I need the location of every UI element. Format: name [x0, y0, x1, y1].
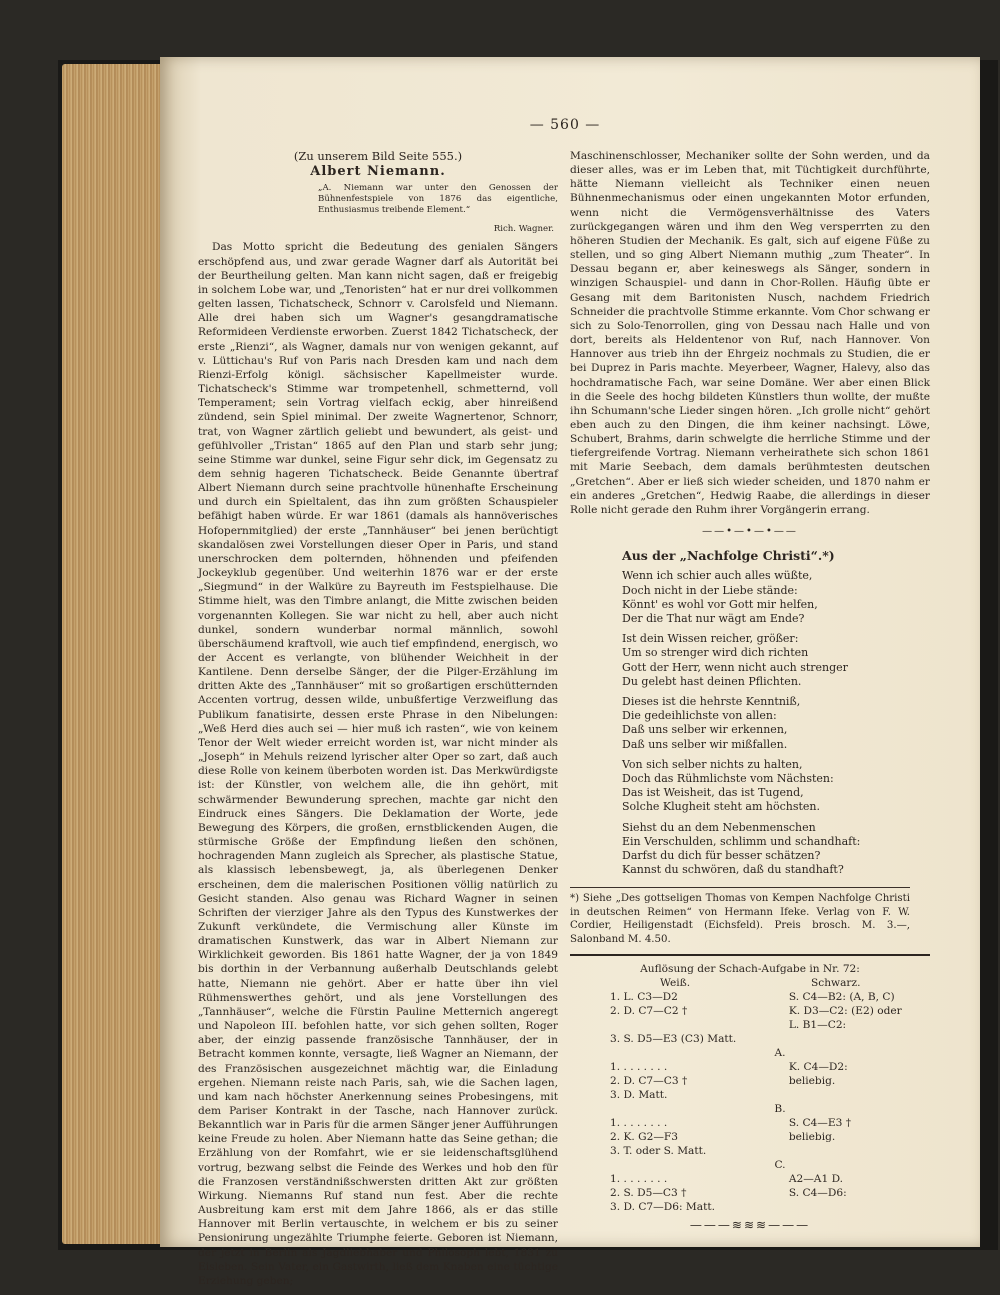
black-move: S. C4—B2: (A, B, C) — [788, 991, 895, 1004]
variant-c-label: C. — [774, 1159, 786, 1172]
divider-ornament: ——•—•—•—— — [702, 526, 798, 538]
black-move — [789, 1144, 930, 1158]
chess-move-row — [570, 1200, 930, 1214]
poem-line: Darfst du dich für besser schätzen? — [622, 849, 821, 863]
article-title: Albert Niemann. — [310, 164, 446, 180]
header-black: Schwarz. — [811, 977, 861, 990]
variant-b-label: B. — [774, 1103, 786, 1116]
chess-title: Auflösung der Schach-Aufgabe in Nr. 72: — [640, 963, 860, 976]
poem-line: Ein Verschulden, schlimm und schandhaft: — [622, 834, 861, 848]
white-move: 1. . . . . . . . — [610, 1173, 668, 1186]
header-white: Weiß. — [660, 977, 691, 990]
poem-line: Der die That nur wägt am Ende? — [622, 611, 805, 625]
black-move: S. C4—E3 † — [788, 1117, 852, 1130]
black-move: beliebig. — [788, 1075, 836, 1088]
chess-move-row — [570, 1032, 930, 1046]
black-move: S. C4—D6: — [788, 1187, 847, 1200]
end-ornament: ———≋≋≋——— — [689, 1218, 811, 1233]
black-move: K. C4—D2: — [788, 1061, 848, 1074]
white-move: 2. D. C7—C2 † — [610, 1005, 688, 1018]
white-move: 3. D. Matt. — [610, 1089, 668, 1102]
chess-move-row — [570, 1186, 930, 1200]
poem-line: Gott der Herr, wenn nicht auch strenger — [622, 660, 848, 674]
poem-line: Wenn ich schier auch alles wüßte, — [622, 569, 813, 583]
poem — [570, 569, 930, 877]
poem-line: Siehst du an dem Nebenmenschen — [622, 820, 816, 834]
white-move: 1. L. C3—D2 — [610, 991, 678, 1004]
chess-move-row — [570, 1074, 930, 1088]
chess-variant-b — [570, 1116, 930, 1158]
poem-line: Daß uns selber wir erkennen, — [622, 723, 788, 737]
poem-line: Doch das Rühmlichste vom Nächsten: — [622, 772, 834, 786]
motto: „A. Niemann war unter den Genossen der Bühnenfestspiele von 1876 das eigentliche, Enthusiasmus treibende Element.“ — [318, 183, 558, 216]
chess-solution — [570, 962, 930, 1232]
white-move — [570, 1018, 789, 1032]
chess-variant-a — [570, 1060, 930, 1102]
black-move — [789, 1088, 930, 1102]
chess-move-row — [570, 1116, 930, 1130]
right-column — [570, 149, 930, 1232]
article-continuation: Maschinenschlosser, Mechaniker sollte der Sohn werden, und da dieser alles, was er im Leben that, mit Tüchtigkeit durchführte, hätte Niemann vielleicht als Techniker einen neuen Bühnenmechanismus oder einen ungekannten Motor erfunden, wenn nicht die Vermögensverhältnisse des Vaters zurückgegangen wären und ihm den Weg versperrten zu den höheren Studien der Mechanik. Es galt, sich auf eigene Füße zu stellen, und so ging Albert Niemann muthig „zum Theater“. In Dessau begann er, aber keineswegs als Sänger, sondern in winzigen Schauspiel- und dann in Chor-Rollen. Häufig übte er Gesang mit dem Baritonisten Nusch, nachdem Friedrich Schneider die prachtvolle Stimme erkannte. Vom Chor schwang er sich zu Solo-Tenorrollen, ging von Dessau nach Halle und von dort, bereits als Heldentenor von Ruf, nach Hannover. Von Hannover aus trieb ihn der Ehrgeiz nochmals zu Studien, die er bei Duprez in Paris machte. Meyerbeer, Wagner, Halevy, also das hochdramatische Fach, war seine Domäne. Wer aber einen Blick in die Seele des hochg bildeten Künstlers thun wollte, der mußte ihn Schumann'sche Lieder singen hören. „Ich grolle nicht“ gehört eben auch zu den Dingen, die ihm keiner nachsingt. Löwe, Schubert, Brahms, darin schwelgte die herrliche Stimme und der tiefergreifende Vortrag. Niemann verheirathete sich schon 1861 mit Marie Seebach, dem damals berühmtesten deutschen „Gretchen“. Aber er ließ sich wieder scheiden, und 1870 nahm er ein anderes „Gretchen“, Hedwig Raabe, die allerdings in dieser Rolle nicht gerade den Ruhm ihrer Vorgängerin errang. — [570, 150, 930, 516]
article-paragraph: Das Motto spricht die Bedeutung des genialen Sängers erschöpfend aus, und zwar gerade Wagner darf als Autorität bei der Beurtheilung gelten. Man kann nicht sagen, daß er freigebig in solchem Lobe war, und „Tenoristen“ hat er nur drei vollkommen gelten lassen, Tichatscheck, Schnorr v. Carolsfeld und Niemann. Alle drei haben sich um Wagner's gesangdramatische Reformideen Verdienste erworben. Zuerst 1842 Tichatscheck, der erste „Rienzi“, als Wagner, damals nur von wenigen gekannt, auf v. Lüttichau's Ruf von Paris nach Dresden kam und nach dem Rienzi-Erfolg königl. sächsischer Kapellmeister wurde. Tichatscheck's Stimme war trompetenhell, schmetternd, voll Temperament; sein Vortrag vielfach eckig, aber hinreißend zündend, sein Spiel minimal. Der zweite Wagnertenor, Schnorr, trat, von Wagner zärtlich geliebt und bewundert, als geist- und gefühlvoller „Tristan“ 1865 auf den Plan und starb sehr jung; seine Stimme war dunkel, seine Figur sehr dick, im Gegensatz zu dem sehnig hageren Tichatscheck. Beide Genannte übertraf Albert Niemann durch seine prachtvolle hünenhafte Erscheinung und durch ein Spieltalent, das ihn zum größten Schauspieler befähigt haben würde. Er war 1861 (damals als hannöverisches Hofopernmitglied) der erste „Tannhäuser“ bei jenen berüchtigt skandalösen zwei Vorstellungen dieser Oper in Paris, und stand unerschrocken dem polternden, höhnenden und pfeifenden Jockeyklub gegenüber. Und weiterhin 1876 war er der erste „Siegmund“ in der Walküre zu Bayreuth im Festspielhause. Die Stimme hielt, was den Timbre anlangt, die Mitte zwischen beiden vorgenannten Kollegen. Sie war nicht zu hell, aber auch nicht dunkel, sondern wunderbar normal männlich, sowohl überschäumend kraftvoll, wie auch tief empfindend, energisch, wo der Accent es verlangte, von blühender Weichheit in der Kantilene. Denn derselbe Sänger, der die Pilger-Erzählung im dritten Akte des „Tannhäuser“ mit so großartigen erschütternden Accenten vortrug, dessen wilde, unbußfertige Verzweiflung das Publikum fanatisirte, dessen erste Phrase in den Nibelungen: „Weß Herd dies auch sei — hier muß ich rasten“, wie von keinem Tenor der Welt wieder erreicht worden ist, war nicht minder als „Joseph“ in Mehuls reizend lyrischer alter Oper so zart, daß auch diese Rolle von keinem überboten worden ist. Das Merkwürdigste ist: der Künstler, von welchem alle, die ihn gehört, mit schwärmender Bewunderung sprechen, machte gar nicht den Eindruck eines Sängers. Die Deklamation der Worte, jede Bewegung des Körpers, die großen, ernstblickenden Augen, die stürmische Größe der Empfindung ließen den schönen, hochragenden Mann zugleich als Sprecher, als plastische Statue, als klassisch lebensbewegt, ja, als überlegenen Denker erscheinen, dem die malerischen Positionen völlig natürlich zu Gesicht standen. Also genau was Richard Wagner in seinen Schriften der vierziger Jahre als den Typus des Kunstwerkes der Zukunft verkündete, die Vermischung aller Künste im dramatischen Kunstwerk, das war in Albert Niemann zur Wirklichkeit geworden. Bis 1861 hatte Wagner, der ja von 1849 bis dorthin in der Verbannung außerhalb Deutschlands gelebt hatte, Niemann nie gehört. Aber er hatte über ihn viel Rühmenswerthes gehört, und als jene Vorstellungen des „Tannhäuser“, welche die Fürstin Pauline Metternich angeregt und Napoleon III. befohlen hatte, vor sich gehen sollten, Roger aber, der einzig passende französische Tannhäuser, der in Betracht kommen konnte, versagte, ließ Wagner an Niemann, der des Französischen ausgezeichnet mächtig war, die Einladung ergehen. Niemann reiste nach Paris, sah, wie die Sachen lagen, und kam nach höchster Anerkennung seines Probesingens, mit dem Pariser Kontrakt in der Tasche, nach Hannover zurück. Bekanntlich war in Paris für die armen Sänger jener Aufführungen keine Freude zu holen. Aber Niemann hatte das Seine gethan; die Erzählung von der Romfahrt, wie er sie leidenschaftsglühend vortrug, bezwang selbst die Feinde des Werkes und hob den für die Franzosen verständnißschwersten dritten Akt zur größten Wirkung. Niemanns Ruf stand nun fest. Aber die rechte Ausbreitung kam erst mit dem Jahre 1866, als er das stille Hannover mit Berlin vertauschte, in welchem er bis zu seiner Pensionirung ungezählte Triumphe feierte. Geboren ist Niemann, der jetzt in Berlin als Jagdliebhaber und Philosoph lebt, 1831 zu Eisleben. Sein Vater, ein Gastwirth, ließ dem Knaben eine tüchtige Erziehung geben; — [198, 241, 558, 1287]
poem-line: Die gedeihlichste von allen: — [622, 709, 777, 723]
white-move: 2. D. C7—C3 † — [610, 1075, 688, 1088]
black-move: K. D3—C2: (E2) oder — [788, 1005, 902, 1018]
chess-main-line — [570, 990, 930, 1046]
white-move: 3. S. D5—E3 (C3) Matt. — [610, 1033, 737, 1046]
chess-move-row — [570, 1144, 930, 1158]
poem-line: Könnt' es wohl vor Gott mir helfen, — [622, 597, 818, 611]
poem-stanza — [622, 569, 930, 626]
book-page — [160, 57, 980, 1287]
white-move: 3. D. C7—D6: Matt. — [610, 1201, 715, 1214]
poem-line: Dieses ist die hehrste Kenntniß, — [622, 695, 801, 708]
white-move: 2. S. D5—C3 † — [610, 1187, 687, 1200]
black-move — [789, 1200, 930, 1214]
white-move: 1. . . . . . . . — [610, 1061, 668, 1074]
poem-title: Aus der „Nachfolge Christi“.*) — [622, 548, 835, 564]
chess-variant-c — [570, 1172, 930, 1214]
chess-move-row — [570, 1088, 930, 1102]
poem-line: Daß uns selber wir mißfallen. — [622, 737, 788, 751]
poem-stanza — [622, 758, 930, 815]
poem-line: Kannst du schwören, daß du standhaft? — [622, 863, 844, 877]
poem-line: Du gelebt hast deinen Pflichten. — [622, 674, 802, 688]
poem-line: Um so strenger wird dich richten — [622, 646, 809, 660]
page-edges — [62, 64, 170, 1244]
chess-header — [570, 976, 930, 990]
section-rule — [570, 954, 930, 956]
black-move — [789, 1032, 930, 1046]
page-number: — 560 — — [529, 117, 601, 133]
chess-move-row — [570, 1172, 930, 1186]
poem-line: Ist dein Wissen reicher, größer: — [622, 632, 799, 646]
white-move: 3. T. oder S. Matt. — [610, 1145, 707, 1158]
black-move: L. B1—C2: — [788, 1019, 847, 1032]
variant-a-label: A. — [774, 1047, 786, 1060]
white-move: 2. K. G2—F3 — [610, 1131, 679, 1144]
white-move: 1. . . . . . . . — [610, 1117, 668, 1130]
poem-line: Solche Klugheit steht am höchsten. — [622, 800, 820, 814]
chess-move-row — [570, 1060, 930, 1074]
black-move: A2—A1 D. — [788, 1173, 844, 1186]
poem-line: Von sich selber nichts zu halten, — [622, 757, 803, 771]
motto-author: Rich. Wagner. — [493, 224, 554, 235]
poem-line: Das ist Weisheit, das ist Tugend, — [622, 786, 804, 800]
chess-move-row — [570, 1130, 930, 1144]
left-column — [198, 149, 558, 1288]
poem-stanza — [622, 632, 930, 689]
chess-move-row — [570, 1004, 930, 1018]
poem-line: Doch nicht in der Liebe stände: — [622, 583, 798, 597]
chess-move-row — [570, 1018, 930, 1032]
chess-move-row — [570, 990, 930, 1004]
black-move: beliebig. — [788, 1131, 836, 1144]
poem-stanza — [622, 821, 930, 878]
footnote: *) Siehe „Des gottseligen Thomas von Kempen Nachfolge Christi in deutschen Reimen“ von Hermann Ifeke. Verlag von F. W. Cordier, Heiligenstadt (Eichsfeld). Preis brosch. M. 3.—, Salonband M. 4.50. — [570, 887, 910, 946]
poem-stanza — [622, 695, 930, 752]
picture-caption: (Zu unserem Bild Seite 555.) — [293, 149, 463, 163]
